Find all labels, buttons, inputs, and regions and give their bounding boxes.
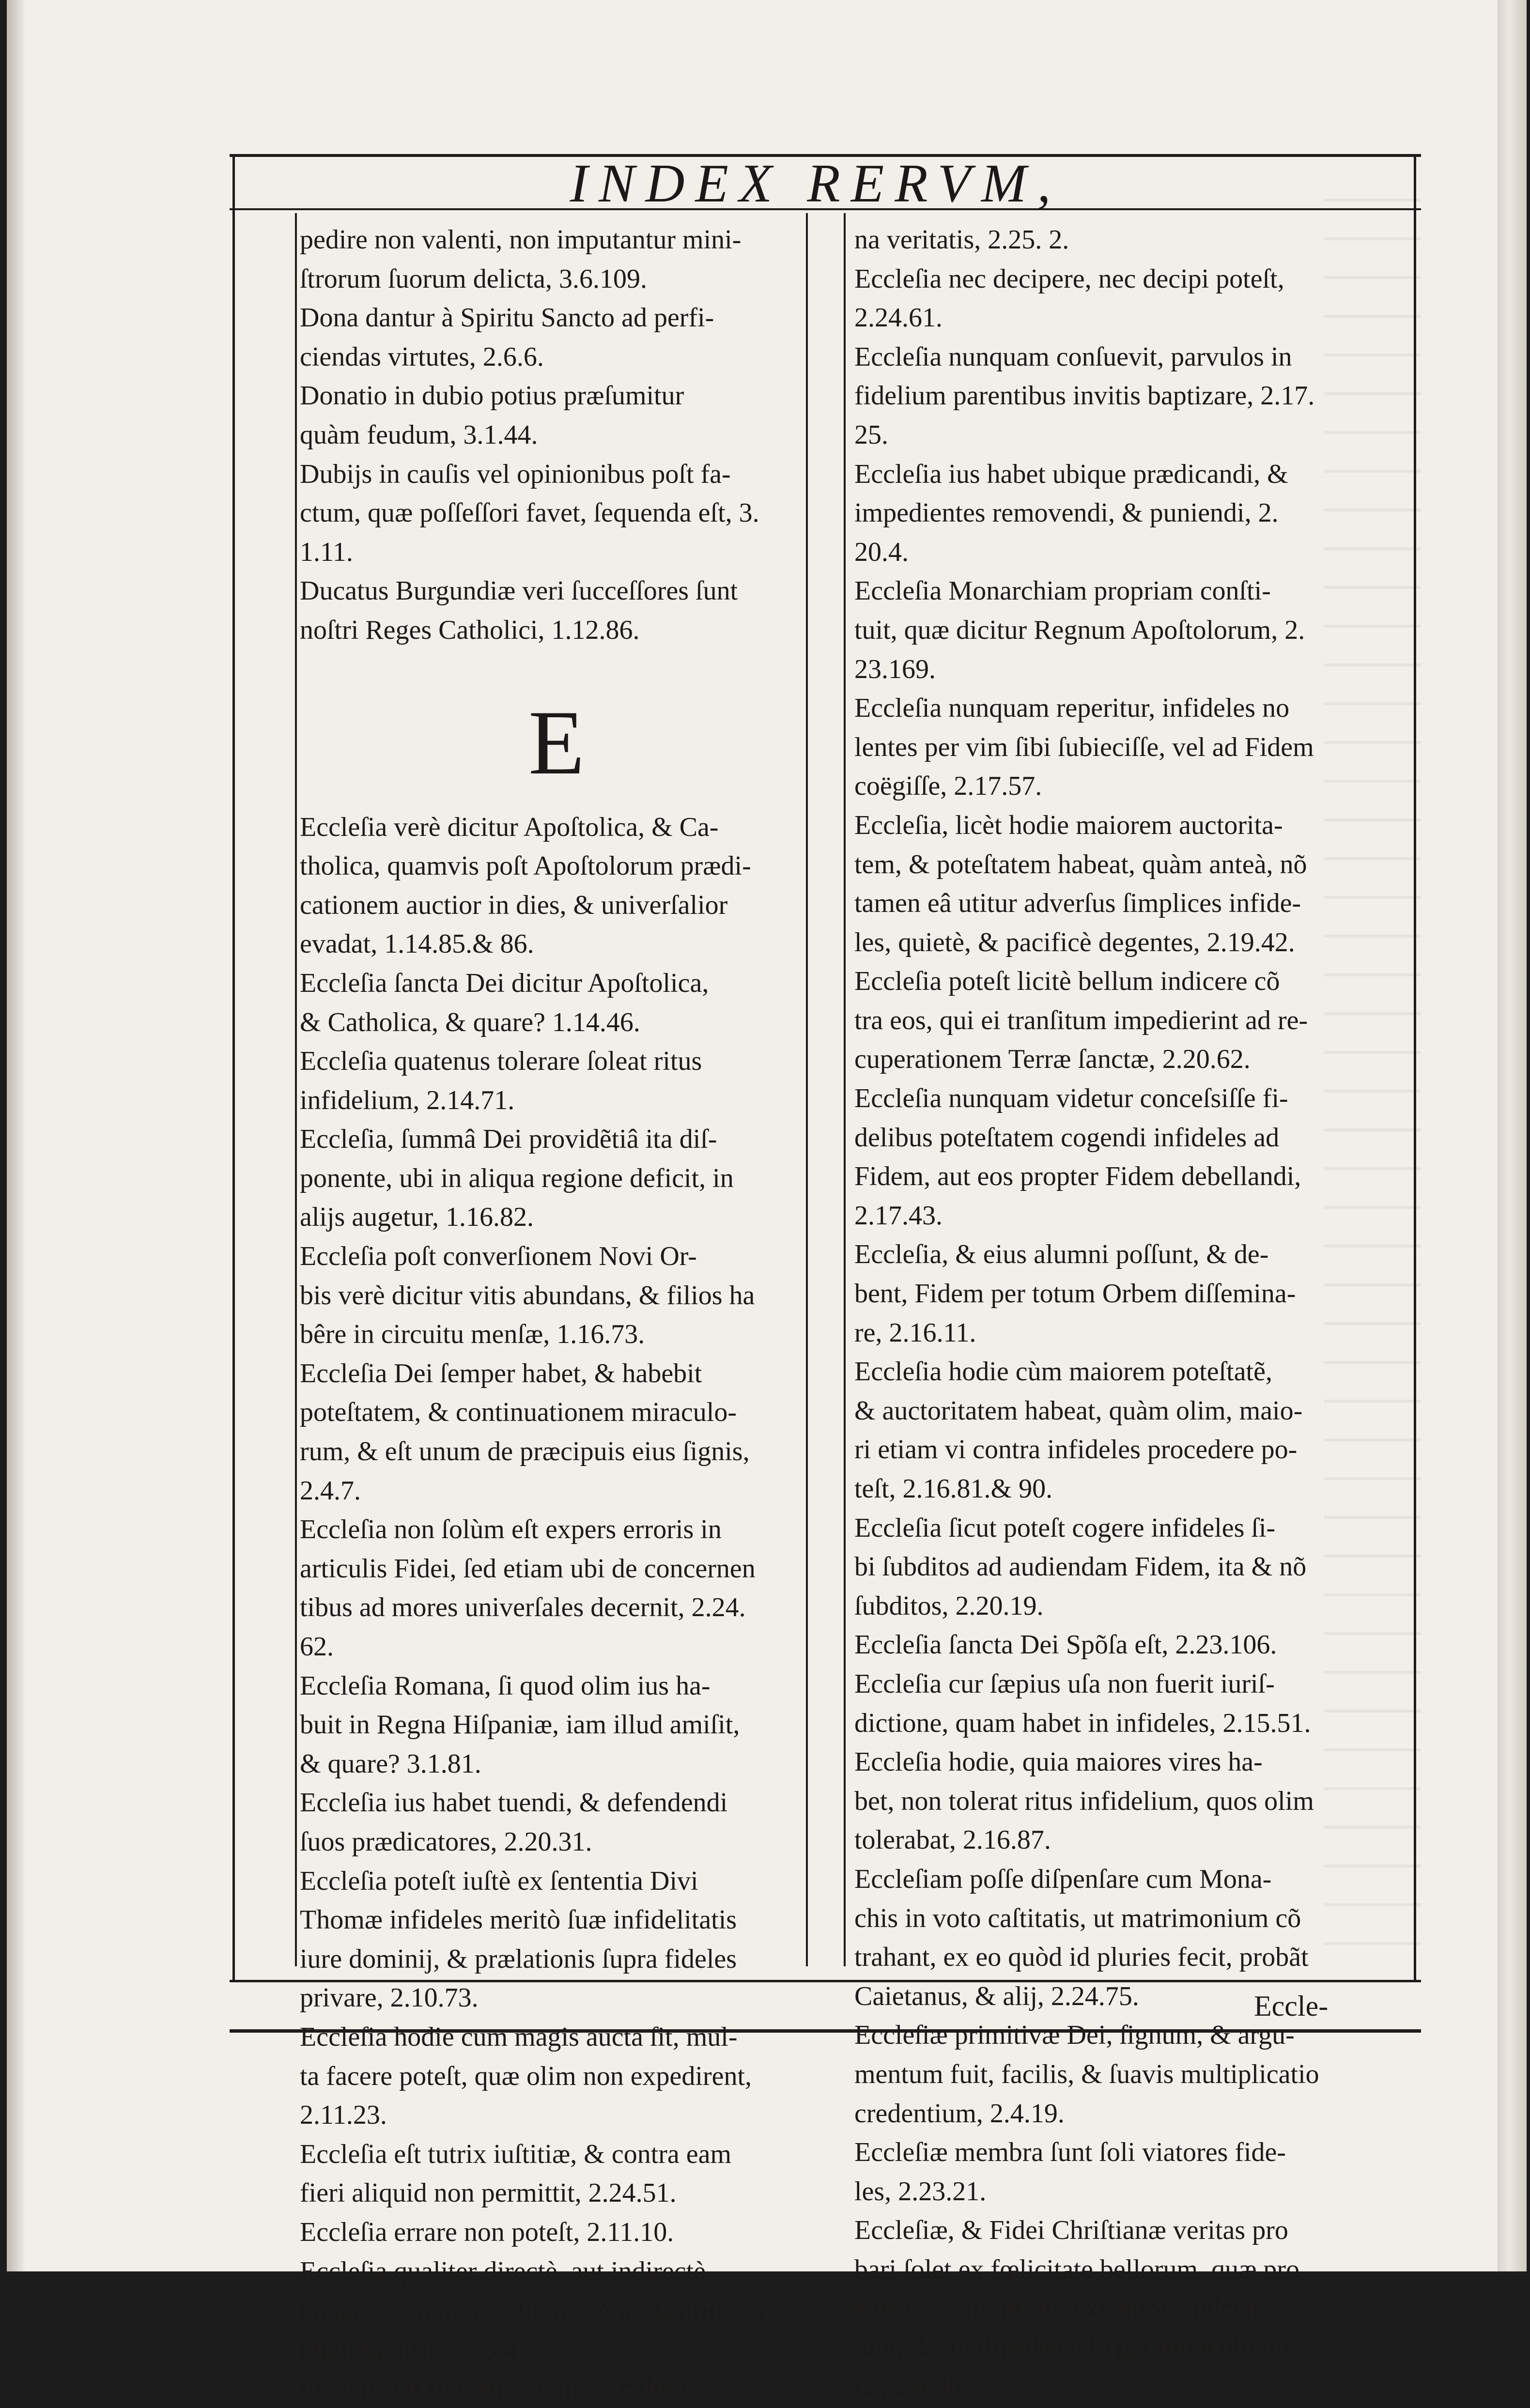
page-title: INDEX RERVM, xyxy=(570,154,1062,214)
index-line: 2.24.61. xyxy=(854,303,943,333)
index-line: bi ſubditos ad audiendam Fidem, ita & nõ xyxy=(854,1552,1307,1582)
index-line: Eccleſia Dei ſemper habet, & habebit xyxy=(300,1358,702,1389)
frame-right-rule xyxy=(1414,154,1416,1982)
index-line: ri etiam vi contra infideles procedere po- xyxy=(854,1435,1298,1465)
index-line: Eccleſia ſicut poteſt cogere infideles ſi- xyxy=(854,1513,1276,1543)
index-line: Eccleſia hodie cum magis aucta ſit, mul- xyxy=(300,2022,738,2052)
index-line: Eccleſia errare non poteſt, 2.11.10. xyxy=(300,2217,674,2247)
index-line: re, 2.16.11. xyxy=(854,1317,976,1348)
index-line: chis in voto caſtitatis, ut matrimonium cõ xyxy=(854,1903,1301,1933)
index-line: noſtri Reges Catholici, 1.12.86. xyxy=(300,615,640,645)
index-line: Eccleſia cur ſæpius uſa non fuerit iuriſ- xyxy=(854,1668,1275,1699)
index-line: Eccleſia eſt fundamentum, & colum- xyxy=(300,2373,697,2404)
index-line: Eccleſia nunquam videtur conceſsiſſe fi- xyxy=(854,1083,1288,1114)
index-line: Eccleſia, ſummâ Dei providẽtiâ ita diſ- xyxy=(300,1124,717,1155)
index-line: bent, Fidem per totum Orbem diſſemina- xyxy=(854,1279,1296,1309)
index-line: Eccleſia poteſt licitè bellum indicere cõ xyxy=(854,966,1280,997)
index-line: ciendas virtutes, 2.6.6. xyxy=(300,341,544,372)
index-line: ſunt, & auxilijs de cœlo per miraculũ miſ- xyxy=(854,2332,1307,2363)
index-line: tholica, quamvis poſt Apoſtolorum prædi- xyxy=(300,851,751,881)
frame-left-inner-rule xyxy=(295,213,297,1966)
index-line: 2.11.23. xyxy=(300,2100,387,2130)
index-line: tem, & poteſtatem habeat, quàm anteà, nõ xyxy=(854,849,1307,880)
index-line: ſuos prædicatores, 2.20.31. xyxy=(300,1826,592,1857)
index-line: tibus ad mores univerſales decernit, 2.24. xyxy=(300,1592,746,1623)
index-line: coëgiſſe, 2.17.57. xyxy=(854,771,1042,802)
index-line: delibus poteſtatem cogendi infideles ad xyxy=(854,1122,1280,1153)
index-line: Fidem, aut eos propter Fidem debellandi, xyxy=(854,1161,1301,1192)
index-line: Eccleſiam poſſe diſpenſare cum Mona- xyxy=(854,1864,1272,1894)
index-line: na veritatis, 2.25. 2. xyxy=(854,225,1069,255)
index-line: ctum, quæ poſſeſſori favet, ſequenda eſt, 3. xyxy=(300,498,759,528)
index-line: & Catholica, & quare? 1.14.46. xyxy=(300,1007,640,1037)
section-letter: E xyxy=(528,692,585,794)
catchword: Eccle- xyxy=(1254,1990,1329,2022)
index-line: Dubijs in cauſis vel opinionibus poſt fa- xyxy=(300,459,731,489)
index-line: Eccleſia ius habet tuendi, & defendendi xyxy=(300,1788,728,1818)
right-column xyxy=(854,220,1368,2402)
index-line: Eccleſiæ membra ſunt ſoli viatores fide- xyxy=(854,2137,1286,2168)
index-line: pœnâ excommunicationis, & alijs infideles xyxy=(300,2295,765,2326)
index-line: Eccleſia poſt converſionem Novi Or- xyxy=(300,1241,697,1272)
index-line: Eccleſia quatenus tolerare ſoleat ritus xyxy=(300,1046,702,1077)
index-line: rum, & eſt unum de præcipuis eius ſignis, xyxy=(300,1436,750,1467)
index-line: 23.169. xyxy=(854,654,936,684)
index-line: Eccleſia, licèt hodie maiorem auctorita- xyxy=(854,810,1283,840)
index-line: Thomæ infideles meritò ſuæ infidelitatis xyxy=(300,1905,737,1935)
index-line: teſt, 2.16.81.& 90. xyxy=(854,1474,1053,1504)
index-line: Eccleſia ſancta Dei dicitur Apoſtolica, xyxy=(300,968,709,998)
index-line: lentes per vim ſibi ſubieciſſe, vel ad Fidem xyxy=(854,732,1314,762)
index-line: infidelium, 2.14.71. xyxy=(300,1085,515,1115)
book-page xyxy=(7,0,1504,2404)
index-line: 2.17.43. xyxy=(854,1200,943,1231)
index-line: trahant, ex eo quòd id pluries fecit, probãt xyxy=(854,1942,1309,1973)
index-line: 20.4. xyxy=(854,537,909,567)
index-line: Eccleſia hodie cùm maiorem poteſtatẽ, xyxy=(854,1357,1272,1387)
index-line: ſubditos, 2.20.19. xyxy=(854,1590,1044,1621)
index-line: Eccleſia qualiter directè, aut indirectè xyxy=(300,2256,706,2286)
index-line: tra eos, qui ei tranſitum impedierint ad re- xyxy=(854,1005,1308,1035)
index-line: cationem auctior in dies, & univerſalior xyxy=(300,890,728,920)
index-line: evadat, 1.14.85.& 86. xyxy=(300,929,534,959)
index-line: & quare? 3.1.81. xyxy=(300,1748,481,1779)
index-line: poteſtatem, & continuationem miraculo- xyxy=(300,1397,737,1428)
index-line: tamen eâ utitur adverſus ſimplices infide- xyxy=(854,888,1301,919)
index-line: 62. xyxy=(300,1632,334,1662)
index-line: ſis, 2.4.36. xyxy=(854,2371,968,2402)
index-line: dictione, quam habet in infideles, 2.15.51. xyxy=(854,1708,1311,1738)
index-line: iure dominij, & prælationis ſupra fideles xyxy=(300,1944,737,1974)
index-line: mentum fuit, facilis, & ſuavis multiplicatio xyxy=(854,2059,1319,2089)
index-line: tuit, quæ dicitur Regnum Apoſtolorum, 2. xyxy=(854,615,1305,645)
index-line: eius defenſione, aut extenſione ſuſcepta xyxy=(854,2293,1279,2324)
index-line: les, quietè, & pacificè degentes, 2.19.42. xyxy=(854,927,1295,957)
index-line: Eccleſia eſt tutrix iuſtitiæ, & contra eam xyxy=(300,2139,732,2169)
index-line: Eccleſia poteſt iuſtè ex ſententia Divi xyxy=(300,1866,698,1896)
index-line: Eccleſia Monarchiam propriam conſti- xyxy=(854,576,1271,606)
index-line: Eccleſia ius habet ubique prædicandi, & xyxy=(854,459,1288,489)
index-line: Ducatus Burgundiæ veri ſucceſſores ſunt xyxy=(300,576,738,606)
index-line: cuperationem Terræ ſanctæ, 2.20.62. xyxy=(854,1044,1251,1075)
index-line: Eccleſia, & eius alumni poſſunt, & de- xyxy=(854,1239,1269,1270)
index-line: Eccleſia nunquam conſuevit, parvulos in xyxy=(854,341,1292,372)
index-line: Eccleſia Romana, ſi quod olim ius ha- xyxy=(300,1670,711,1701)
index-line: Eccleſia ſancta Dei Spõſa eſt, 2.23.106. xyxy=(854,1630,1277,1660)
index-line: fidelium parentibus invitis baptizare, 2.17. xyxy=(854,381,1315,411)
index-line: bis verè dicitur vitis abundans, & filios ha xyxy=(300,1280,755,1311)
index-line: tolerabat, 2.16.87. xyxy=(854,1825,1051,1855)
index-line: & auctoritatem habeat, quàm olim, maio- xyxy=(854,1395,1303,1426)
index-line: Dona dantur à Spiritu Sancto ad perfi- xyxy=(300,303,714,333)
index-line: 2.4.7. xyxy=(300,1475,361,1506)
index-line: Eccleſia hodie, quia maiores vires ha- xyxy=(854,1747,1263,1777)
index-line: punire poſsit, 2.15.47. xyxy=(300,2334,538,2364)
index-line: privare, 2.10.73. xyxy=(300,1983,479,2013)
index-line: quàm feudum, 3.1.44. xyxy=(300,419,538,450)
index-line: alijs augetur, 1.16.82. xyxy=(300,1202,534,1233)
index-line: Caietanus, & alij, 2.24.75. xyxy=(854,1981,1139,2011)
index-line: ta facere poteſt, quæ olim non expedirent, xyxy=(300,2061,752,2091)
index-line: Eccleſia nec decipere, nec decipi poteſt, xyxy=(854,263,1284,294)
index-line: Donatio in dubio potius præſumitur xyxy=(300,381,684,411)
index-line: fieri aliquid non permittit, 2.24.51. xyxy=(300,2178,677,2208)
index-line: articulis Fidei, ſed etiam ubi de concernen xyxy=(300,1553,756,1584)
left-column xyxy=(300,220,813,2404)
index-line: ponente, ubi in aliqua regione deficit, in xyxy=(300,1163,734,1193)
index-line: bari ſolet ex fœlicitate bellorum, quæ pro xyxy=(854,2254,1300,2285)
index-line: credentium, 2.4.19. xyxy=(854,2098,1065,2129)
index-line: Eccleſia nunquam reperitur, infideles no xyxy=(854,693,1290,724)
index-line: Eccleſiæ, & Fidei Chriſtianæ veritas pro xyxy=(854,2215,1288,2246)
index-line: Eccleſia non ſolùm eſt expers erroris in xyxy=(300,1514,722,1545)
index-line: les, 2.23.21. xyxy=(854,2176,987,2207)
index-line: buit in Regna Hiſpaniæ, iam illud amiſit, xyxy=(300,1710,740,1740)
index-line: ſtrorum ſuorum delicta, 3.6.109. xyxy=(300,263,647,294)
page-stack-edge xyxy=(1498,0,1527,2271)
index-line: bet, non tolerat ritus infidelium, quos olim xyxy=(854,1786,1314,1816)
frame-middle-rule-right xyxy=(844,213,846,1966)
page-gutter xyxy=(7,0,26,2271)
index-line: Eccleſia verè dicitur Apoſtolica, & Ca- xyxy=(300,812,719,842)
index-line: bêre in circuitu menſæ, 1.16.73. xyxy=(300,1319,645,1350)
index-line: pedire non valenti, non imputantur mini- xyxy=(300,225,742,255)
frame-left-rule xyxy=(232,154,235,1982)
index-line: Eccleſiæ primitivæ Dei, ſignum, & argu- xyxy=(854,2020,1295,2051)
index-line: 25. xyxy=(854,419,888,450)
index-line: 1.11. xyxy=(300,537,353,567)
index-line: impedientes removendi, & puniendi, 2. xyxy=(854,498,1279,528)
